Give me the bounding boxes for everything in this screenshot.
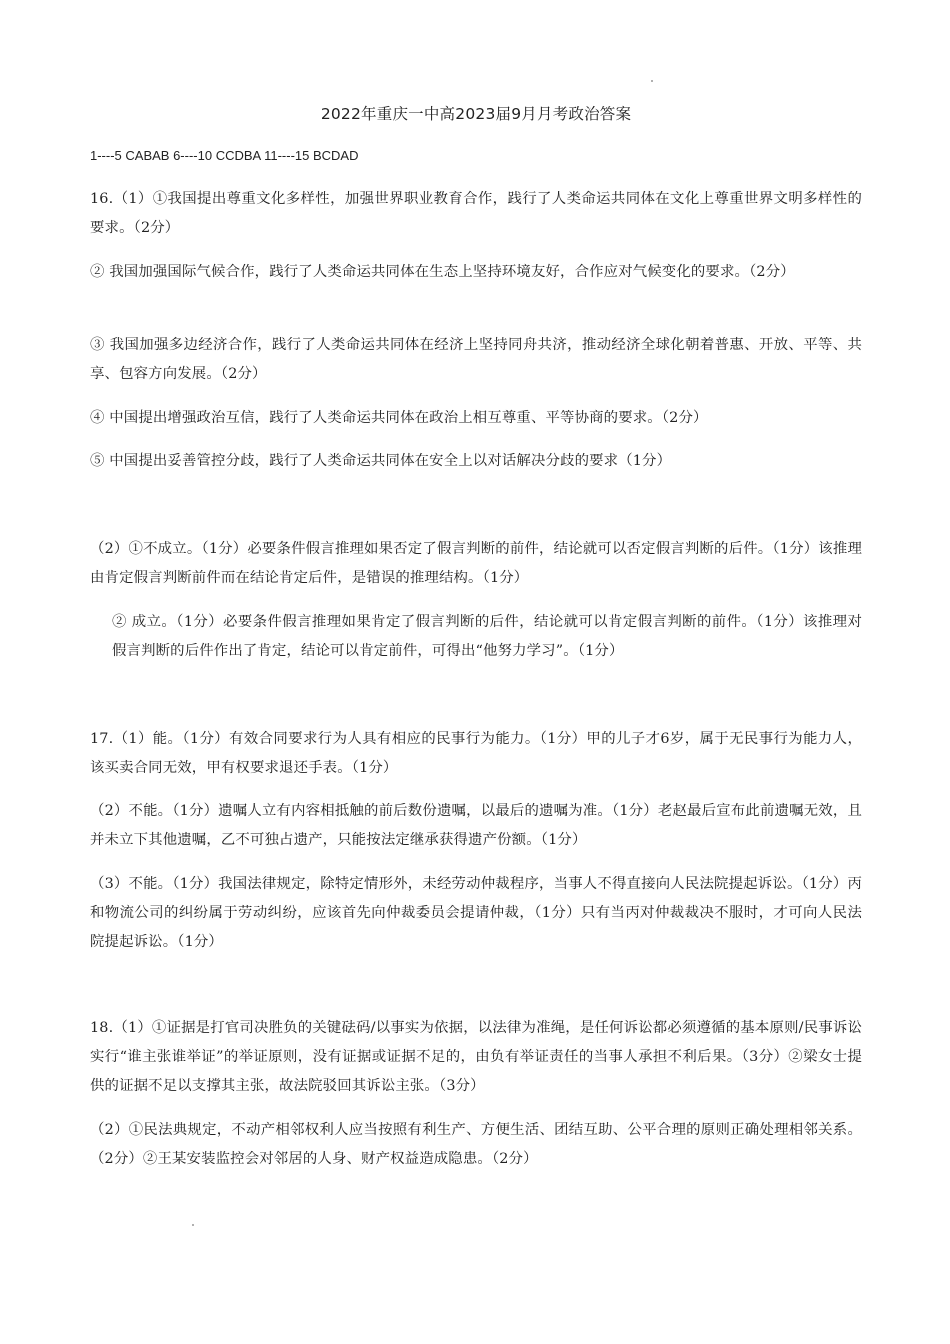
page-title: 2022年重庆一中高2023届9月月考政治答案	[320, 105, 632, 123]
q17-part2: （2）不能。（1分）遗嘱人立有内容相抵触的前后数份遗嘱，以最后的遗嘱为准。（1分）老赵最后宣布此前遗嘱无效，且并未立下其他遗嘱，乙不可独占遗产，只能按法定继承获得遗产份额。（1分）	[90, 803, 862, 848]
q18-part1: 18.（1）①证据是打官司决胜负的关键砝码/以事实为依据，以法律为准绳，是任何诉讼都必须遵循的基本原则/民事诉讼实行“谁主张谁举证”的举证原则，没有证据或证据不足的，由负有举证责任的当事人承担不利后果。（3分）②梁女士提供的证据不足以支撑其主张，故法院驳回其诉讼主张。（3分）	[90, 1020, 862, 1094]
answer-key: 1----5 CABAB 6----10 CCDBA 11----15 BCDAD	[90, 148, 359, 163]
document-page	[90, 0, 862, 1344]
q18-part2: （2）①民法典规定，不动产相邻权利人应当按照有利生产、方便生活、团结互助、公平合理的原则正确处理相邻关系。（2分）②王某安装监控会对邻居的人身、财产权益造成隐患。（2分）	[90, 1122, 862, 1167]
q16-part1-point1: 16.（1）①我国提出尊重文化多样性，加强世界职业教育合作，践行了人类命运共同体在文化上尊重世界文明多样性的要求。（2分）	[90, 191, 862, 236]
q16-part1-point3: ③ 我国加强多边经济合作，践行了人类命运共同体在经济上坚持同舟共济，推动经济全球化朝着普惠、开放、平等、共享、包容方向发展。（2分）	[90, 337, 862, 382]
q17-part3: （3）不能。（1分）我国法律规定，除特定情形外，未经劳动仲裁程序，当事人不得直接向人民法院提起诉讼。（1分）丙和物流公司的纠纷属于劳动纠纷，应该首先向仲裁委员会提请仲裁，（1分）只有当丙对仲裁裁决不服时，才可向人民法院提起诉讼。（1分）	[90, 876, 862, 950]
q16-part2-point2: ② 成立。（1分）必要条件假言推理如果肯定了假言判断的后件，结论就可以肯定假言判断的前件。（1分）该推理对假言判断的后件作出了肯定，结论可以肯定前件，可得出“他努力学习”。（1分）	[112, 614, 862, 659]
q16-part2-point1: （2）①不成立。（1分）必要条件假言推理如果否定了假言判断的前件，结论就可以否定假言判断的后件。（1分）该推理由肯定假言判断前件而在结论肯定后件，是错误的推理结构。（1分）	[90, 541, 862, 586]
q16-part1-point4: ④ 中国提出增强政治互信，践行了人类命运共同体在政治上相互尊重、平等协商的要求。（2分）	[90, 410, 708, 426]
q17-part1: 17.（1）能。（1分）有效合同要求行为人具有相应的民事行为能力。（1分）甲的儿子才6岁，属于无民事行为能力人，该买卖合同无效，甲有权要求退还手表。（1分）	[90, 731, 862, 776]
q16-part1-point5: ⑤ 中国提出妥善管控分歧，践行了人类命运共同体在安全上以对话解决分歧的要求（1分）	[90, 453, 672, 469]
q16-part1-point2: ② 我国加强国际气候合作，践行了人类命运共同体在生态上坚持环境友好，合作应对气候变化的要求。（2分）	[90, 264, 795, 280]
